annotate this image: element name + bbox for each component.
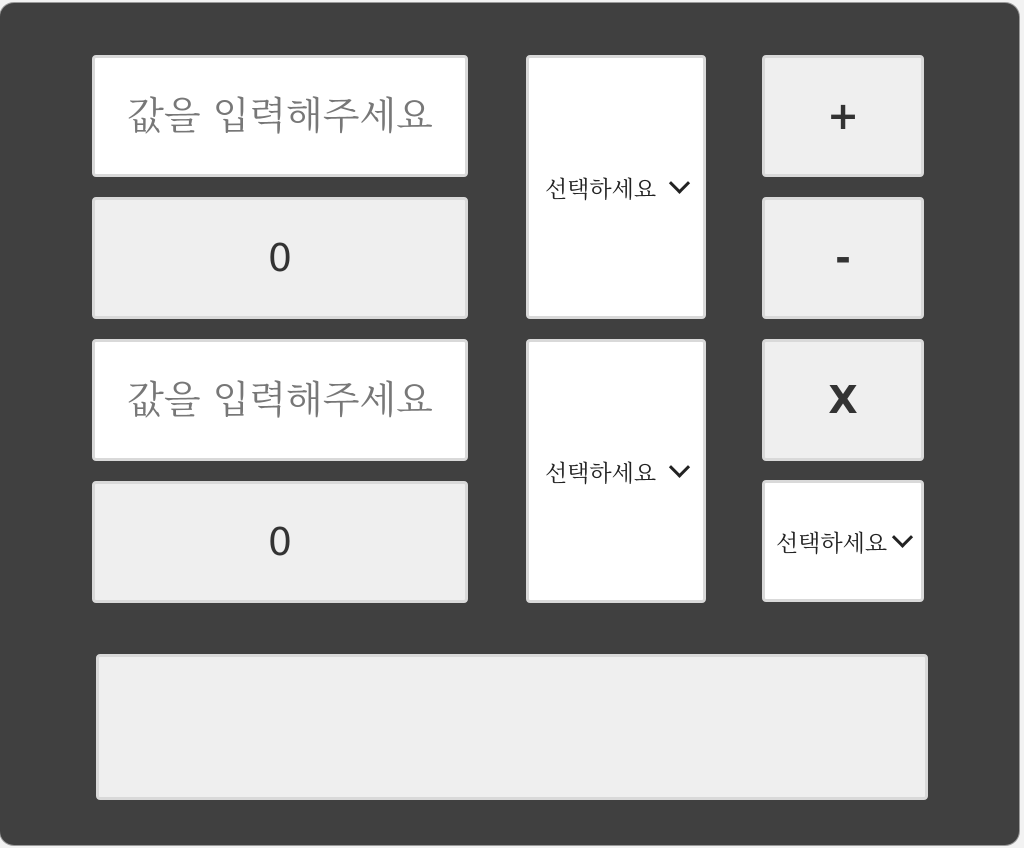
plus-button[interactable] bbox=[762, 55, 924, 177]
multiply-button[interactable] bbox=[762, 339, 924, 461]
output-value-2 bbox=[92, 481, 468, 603]
minus-button-label: - bbox=[835, 236, 851, 280]
chevron-down-icon bbox=[892, 526, 913, 547]
value-input-2-field[interactable] bbox=[95, 341, 465, 459]
unit-select-1-label: 선택하세요 bbox=[544, 176, 657, 203]
calculator-panel bbox=[0, 3, 1019, 845]
operator-select-label: 선택하세요 bbox=[775, 530, 888, 557]
operator-select[interactable] bbox=[762, 480, 924, 602]
unit-select-1[interactable] bbox=[526, 55, 706, 319]
output-value-1 bbox=[92, 197, 468, 319]
value-input-1-field[interactable] bbox=[95, 57, 465, 175]
chevron-down-icon bbox=[669, 456, 690, 477]
output-value-1-text: 0 bbox=[267, 236, 293, 280]
value-input-2[interactable] bbox=[92, 339, 468, 461]
result-display bbox=[96, 654, 928, 800]
unit-select-2-label: 선택하세요 bbox=[544, 460, 657, 487]
output-value-2-text: 0 bbox=[267, 520, 293, 564]
multiply-button-label: X bbox=[828, 378, 858, 422]
chevron-down-icon bbox=[669, 172, 690, 193]
value-input-1[interactable] bbox=[92, 55, 468, 177]
plus-button-label: + bbox=[827, 94, 859, 138]
minus-button[interactable] bbox=[762, 197, 924, 319]
unit-select-2[interactable] bbox=[526, 339, 706, 603]
